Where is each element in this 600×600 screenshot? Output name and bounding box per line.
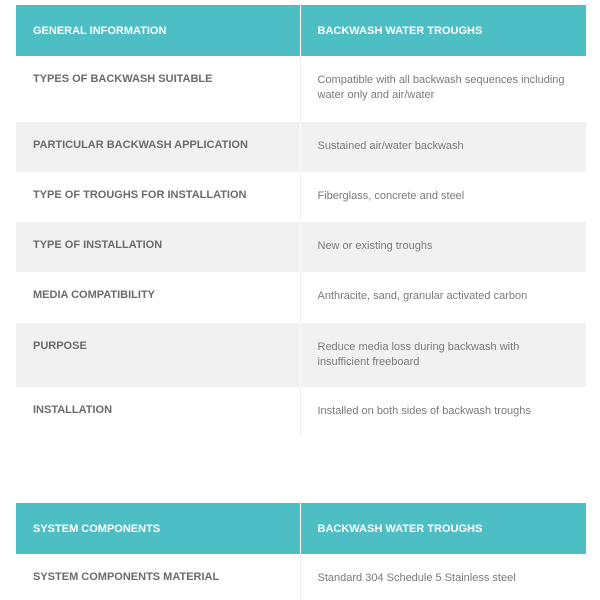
row-value: New or existing troughs: [300, 222, 586, 272]
column-header-backwash-water-troughs: BACKWASH WATER TROUGHS: [300, 503, 586, 554]
row-label: INSTALLATION: [16, 387, 300, 437]
row-value: Sustained air/water backwash: [300, 122, 586, 172]
column-header-general-information: GENERAL INFORMATION: [16, 5, 300, 56]
row-value: Anthracite, sand, granular activated carbon: [300, 272, 586, 323]
table-row: [16, 323, 586, 387]
table-row: [16, 387, 586, 437]
row-label: SYSTEM COMPONENTS MATERIAL: [16, 554, 300, 600]
table-row: [16, 172, 586, 222]
row-value: Installed on both sides of backwash troughs: [300, 387, 586, 437]
table-header-row: [16, 503, 586, 554]
table-row: [16, 222, 586, 272]
row-value: Compatible with all backwash sequences including water only and air/water: [300, 56, 586, 122]
row-label: TYPES OF BACKWASH SUITABLE: [16, 56, 300, 122]
row-value: Fiberglass, concrete and steel: [300, 172, 586, 222]
table-row: [16, 272, 586, 323]
row-label: TYPE OF TROUGHS FOR INSTALLATION: [16, 172, 300, 222]
row-label: MEDIA COMPATIBILITY: [16, 272, 300, 323]
column-header-system-components: SYSTEM COMPONENTS: [16, 503, 300, 554]
row-label: PURPOSE: [16, 323, 300, 387]
table-row: [16, 56, 586, 122]
table-header-row: [16, 5, 586, 56]
general-information-table: [16, 5, 586, 437]
column-header-backwash-water-troughs: BACKWASH WATER TROUGHS: [300, 5, 586, 56]
system-components-table: [16, 503, 586, 600]
row-label: TYPE OF INSTALLATION: [16, 222, 300, 272]
table-row: [16, 554, 586, 600]
table-row: [16, 122, 586, 172]
row-value: Standard 304 Schedule 5 Stainless steel: [300, 554, 586, 600]
row-value: Reduce media loss during backwash with insufficient freeboard: [300, 323, 586, 387]
row-label: PARTICULAR BACKWASH APPLICATION: [16, 122, 300, 172]
